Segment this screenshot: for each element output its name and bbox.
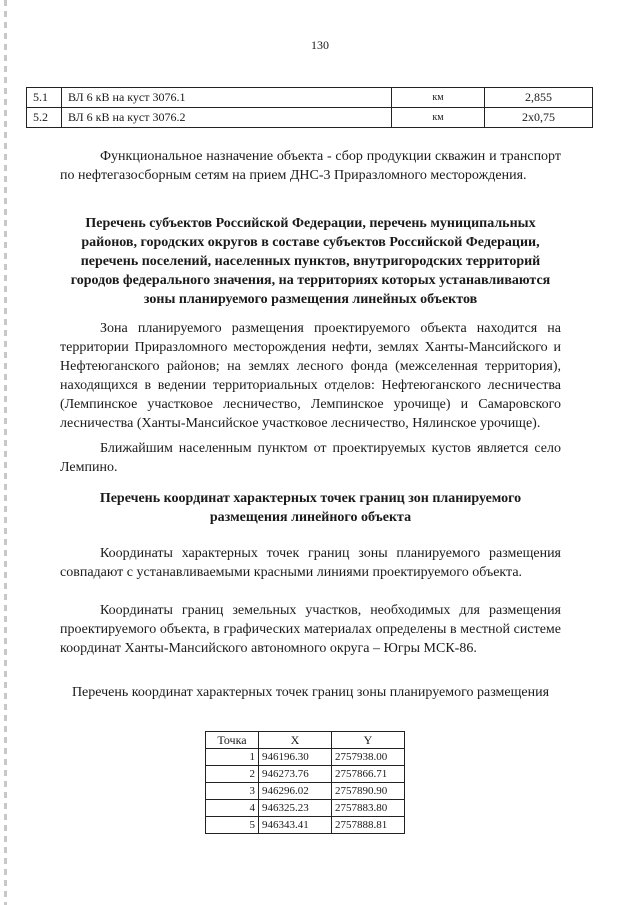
y-cell: 2757866.71 (332, 766, 405, 783)
header-x: X (259, 732, 332, 749)
row-number: 5.2 (27, 108, 62, 128)
x-cell: 946343.41 (259, 817, 332, 834)
point-cell: 5 (206, 817, 259, 834)
x-cell: 946296.02 (259, 783, 332, 800)
y-cell: 2757888.81 (332, 817, 405, 834)
table-row (206, 766, 405, 783)
table-header-row (206, 732, 405, 749)
point-cell: 3 (206, 783, 259, 800)
object-name: ВЛ 6 кВ на куст 3076.1 (62, 88, 392, 108)
purpose-paragraph: Функциональное назначение объекта - сбор продукции скважин и транспорт по нефтегазосборным сетям на прием ДНС-3 Приразломного месторождения. (60, 149, 561, 183)
y-cell: 2757883.80 (332, 800, 405, 817)
zone-paragraph: Зона планируемого размещения проектируемого объекта находится на территории Приразломного месторождения нефти, землях Ханты-Мансийского и Нефтеюганского районов; на землях лесного фонда (межселенная территория), находящихся в ведении территориальных отделов: Нефтеюганского лесничества (Лемпинское участковое лесничество, Лемпинское урочище) и Самаровского лесничества (Ханты-Мансийское участковое лесничество, Нялинское урочище). (60, 321, 561, 431)
unit-cell: км (392, 108, 485, 128)
table-row (206, 783, 405, 800)
coordinates-paragraph-1: Координаты характерных точек границ зоны планируемого размещения совпадают с устанавливаемыми красными линиями проектируемого объекта. (60, 546, 561, 580)
y-cell: 2757938.00 (332, 749, 405, 766)
point-cell: 1 (206, 749, 259, 766)
nearest-settlement-paragraph: Ближайшим населенным пунктом от проектируемых кустов является село Лемпино. (60, 441, 561, 475)
scan-edge-artifact (4, 0, 7, 905)
table-row (206, 817, 405, 834)
object-name: ВЛ 6 кВ на куст 3076.2 (62, 108, 392, 128)
value-cell: 2,855 (485, 88, 593, 108)
heading-coordinates: Перечень координат характерных точек границ зон планируемого размещения линейного объекта (99, 491, 522, 525)
x-cell: 946325.23 (259, 800, 332, 817)
heading-subjects: Перечень субъектов Российской Федерации, перечень муниципальных районов, городских округов в составе субъектов Российской Федерации, перечень поселений, населенных пунктов, внутригородских территорий городов федерального значения, на территориях которых устанавливаются зоны планируемого размещения линейных объектов (70, 216, 551, 307)
value-cell: 2x0,75 (485, 108, 593, 128)
x-cell: 946273.76 (259, 766, 332, 783)
table-row (27, 88, 593, 108)
page-number: 130 (311, 38, 329, 52)
line-objects-table (26, 87, 593, 128)
x-cell: 946196.30 (259, 749, 332, 766)
point-cell: 2 (206, 766, 259, 783)
coordinates-paragraph-2: Координаты границ земельных участков, необходимых для размещения проектируемого объекта, в графических материалах определены в местной системе координат Ханты-Мансийского автономного округа – Югры МСК-86. (60, 603, 561, 656)
coordinates-table (205, 731, 405, 834)
table-row (27, 108, 593, 128)
table-row (206, 800, 405, 817)
header-point: Точка (206, 732, 259, 749)
unit-cell: км (392, 88, 485, 108)
coordinates-table-caption: Перечень координат характерных точек границ зоны планируемого размещения (71, 685, 550, 700)
point-cell: 4 (206, 800, 259, 817)
table-row (206, 749, 405, 766)
row-number: 5.1 (27, 88, 62, 108)
y-cell: 2757890.90 (332, 783, 405, 800)
header-y: Y (332, 732, 405, 749)
